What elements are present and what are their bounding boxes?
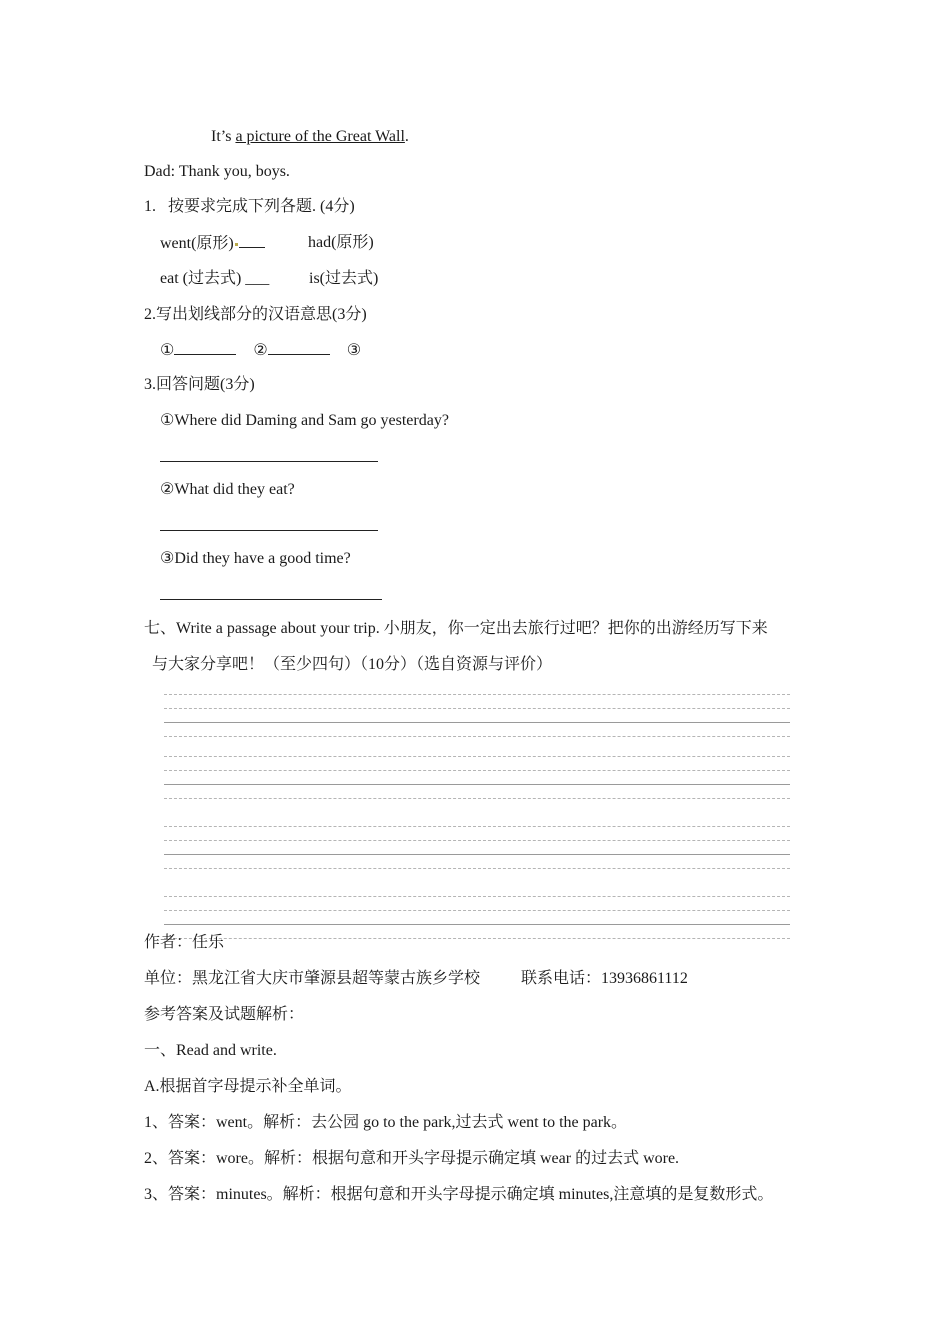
writing-rule (164, 896, 790, 897)
q2-blank-1[interactable] (174, 340, 236, 355)
q3-question-a: ①Where did Daming and Sam go yesterday? (160, 412, 449, 429)
cursor-marker (235, 243, 238, 246)
writing-rule (164, 784, 790, 785)
answers-partA: A.根据首字母提示补全单词。 (144, 1078, 352, 1095)
picture-sentence (211, 127, 409, 147)
dad-line: Dad: Thank you, boys. (144, 163, 290, 180)
picture-underlined: a picture of the Great Wall (235, 128, 405, 145)
q3-title: 3.回答问题(3分) (144, 376, 255, 393)
writing-rule (164, 938, 790, 939)
q1-eat: eat (过去式) ___ (160, 270, 270, 287)
answer-2: 2、答案：wore。解析：根据句意和开头字母提示确定填 wear 的过去式 wore. (144, 1150, 680, 1167)
q3-answer-line-b[interactable] (160, 530, 378, 531)
answers-heading: 参考答案及试题解析： (144, 1006, 305, 1023)
writing-rule (164, 924, 790, 925)
writing-rule (164, 798, 790, 799)
q2-c2: ② (253, 342, 268, 359)
q2-c1: ① (160, 342, 175, 359)
phone-line: 联系电话：13936861112 (521, 970, 688, 987)
q1-went: went(原形) (160, 235, 234, 252)
writing-rule (164, 840, 790, 841)
unit-line: 单位：黑龙江省大庆市肇源县超等蒙古族乡学校 (144, 970, 481, 987)
q3-answer-line-a[interactable] (160, 461, 378, 462)
picture-suffix: . (404, 128, 409, 145)
q1-went-row (160, 233, 265, 254)
q1-is: is(过去式) (309, 270, 379, 287)
q1-title: 1. 按要求完成下列各题. (4分) (144, 198, 355, 215)
q3-question-c: ③Did they have a good time? (160, 550, 351, 567)
writing-rule (164, 722, 790, 723)
writing-rule (164, 694, 790, 695)
writing-rule (164, 854, 790, 855)
writing-rule (164, 826, 790, 827)
picture-prefix: It’s (211, 128, 236, 145)
writing-rule (164, 736, 790, 737)
section7-line2: 与大家分享吧！（至少四句）（10分）（选自资源与评价） (152, 656, 553, 673)
q2-title: 2.写出划线部分的汉语意思(3分) (144, 306, 367, 323)
answers-part1: 一、Read and write. (144, 1042, 277, 1059)
writing-rule (164, 770, 790, 771)
writing-rule (164, 910, 790, 911)
writing-rule (164, 868, 790, 869)
writing-rule (164, 756, 790, 757)
q1-had: had(原形) (308, 234, 374, 251)
answer-1: 1、答案：went。解析：去公园 go to the park,过去式 went to the park。 (144, 1114, 628, 1131)
q3-answer-line-c[interactable] (160, 599, 382, 600)
q3-question-b: ②What did they eat? (160, 481, 295, 498)
answer-3: 3、答案：minutes。解析：根据句意和开头字母提示确定填 minutes,注意填的是复数形式。 (144, 1186, 774, 1203)
q2-choice-row (160, 340, 361, 361)
writing-area[interactable] (164, 690, 790, 940)
writing-rule (164, 708, 790, 709)
q2-c3: ③ (346, 342, 362, 359)
author-line: 作者：任乐 (144, 934, 225, 951)
q2-blank-2[interactable] (268, 340, 330, 355)
section7-line1: 七、Write a passage about your trip. 小朋友，你一定出去旅行过吧？把你的出游经历写下来 (144, 620, 768, 637)
q1-went-blank[interactable] (239, 233, 265, 248)
